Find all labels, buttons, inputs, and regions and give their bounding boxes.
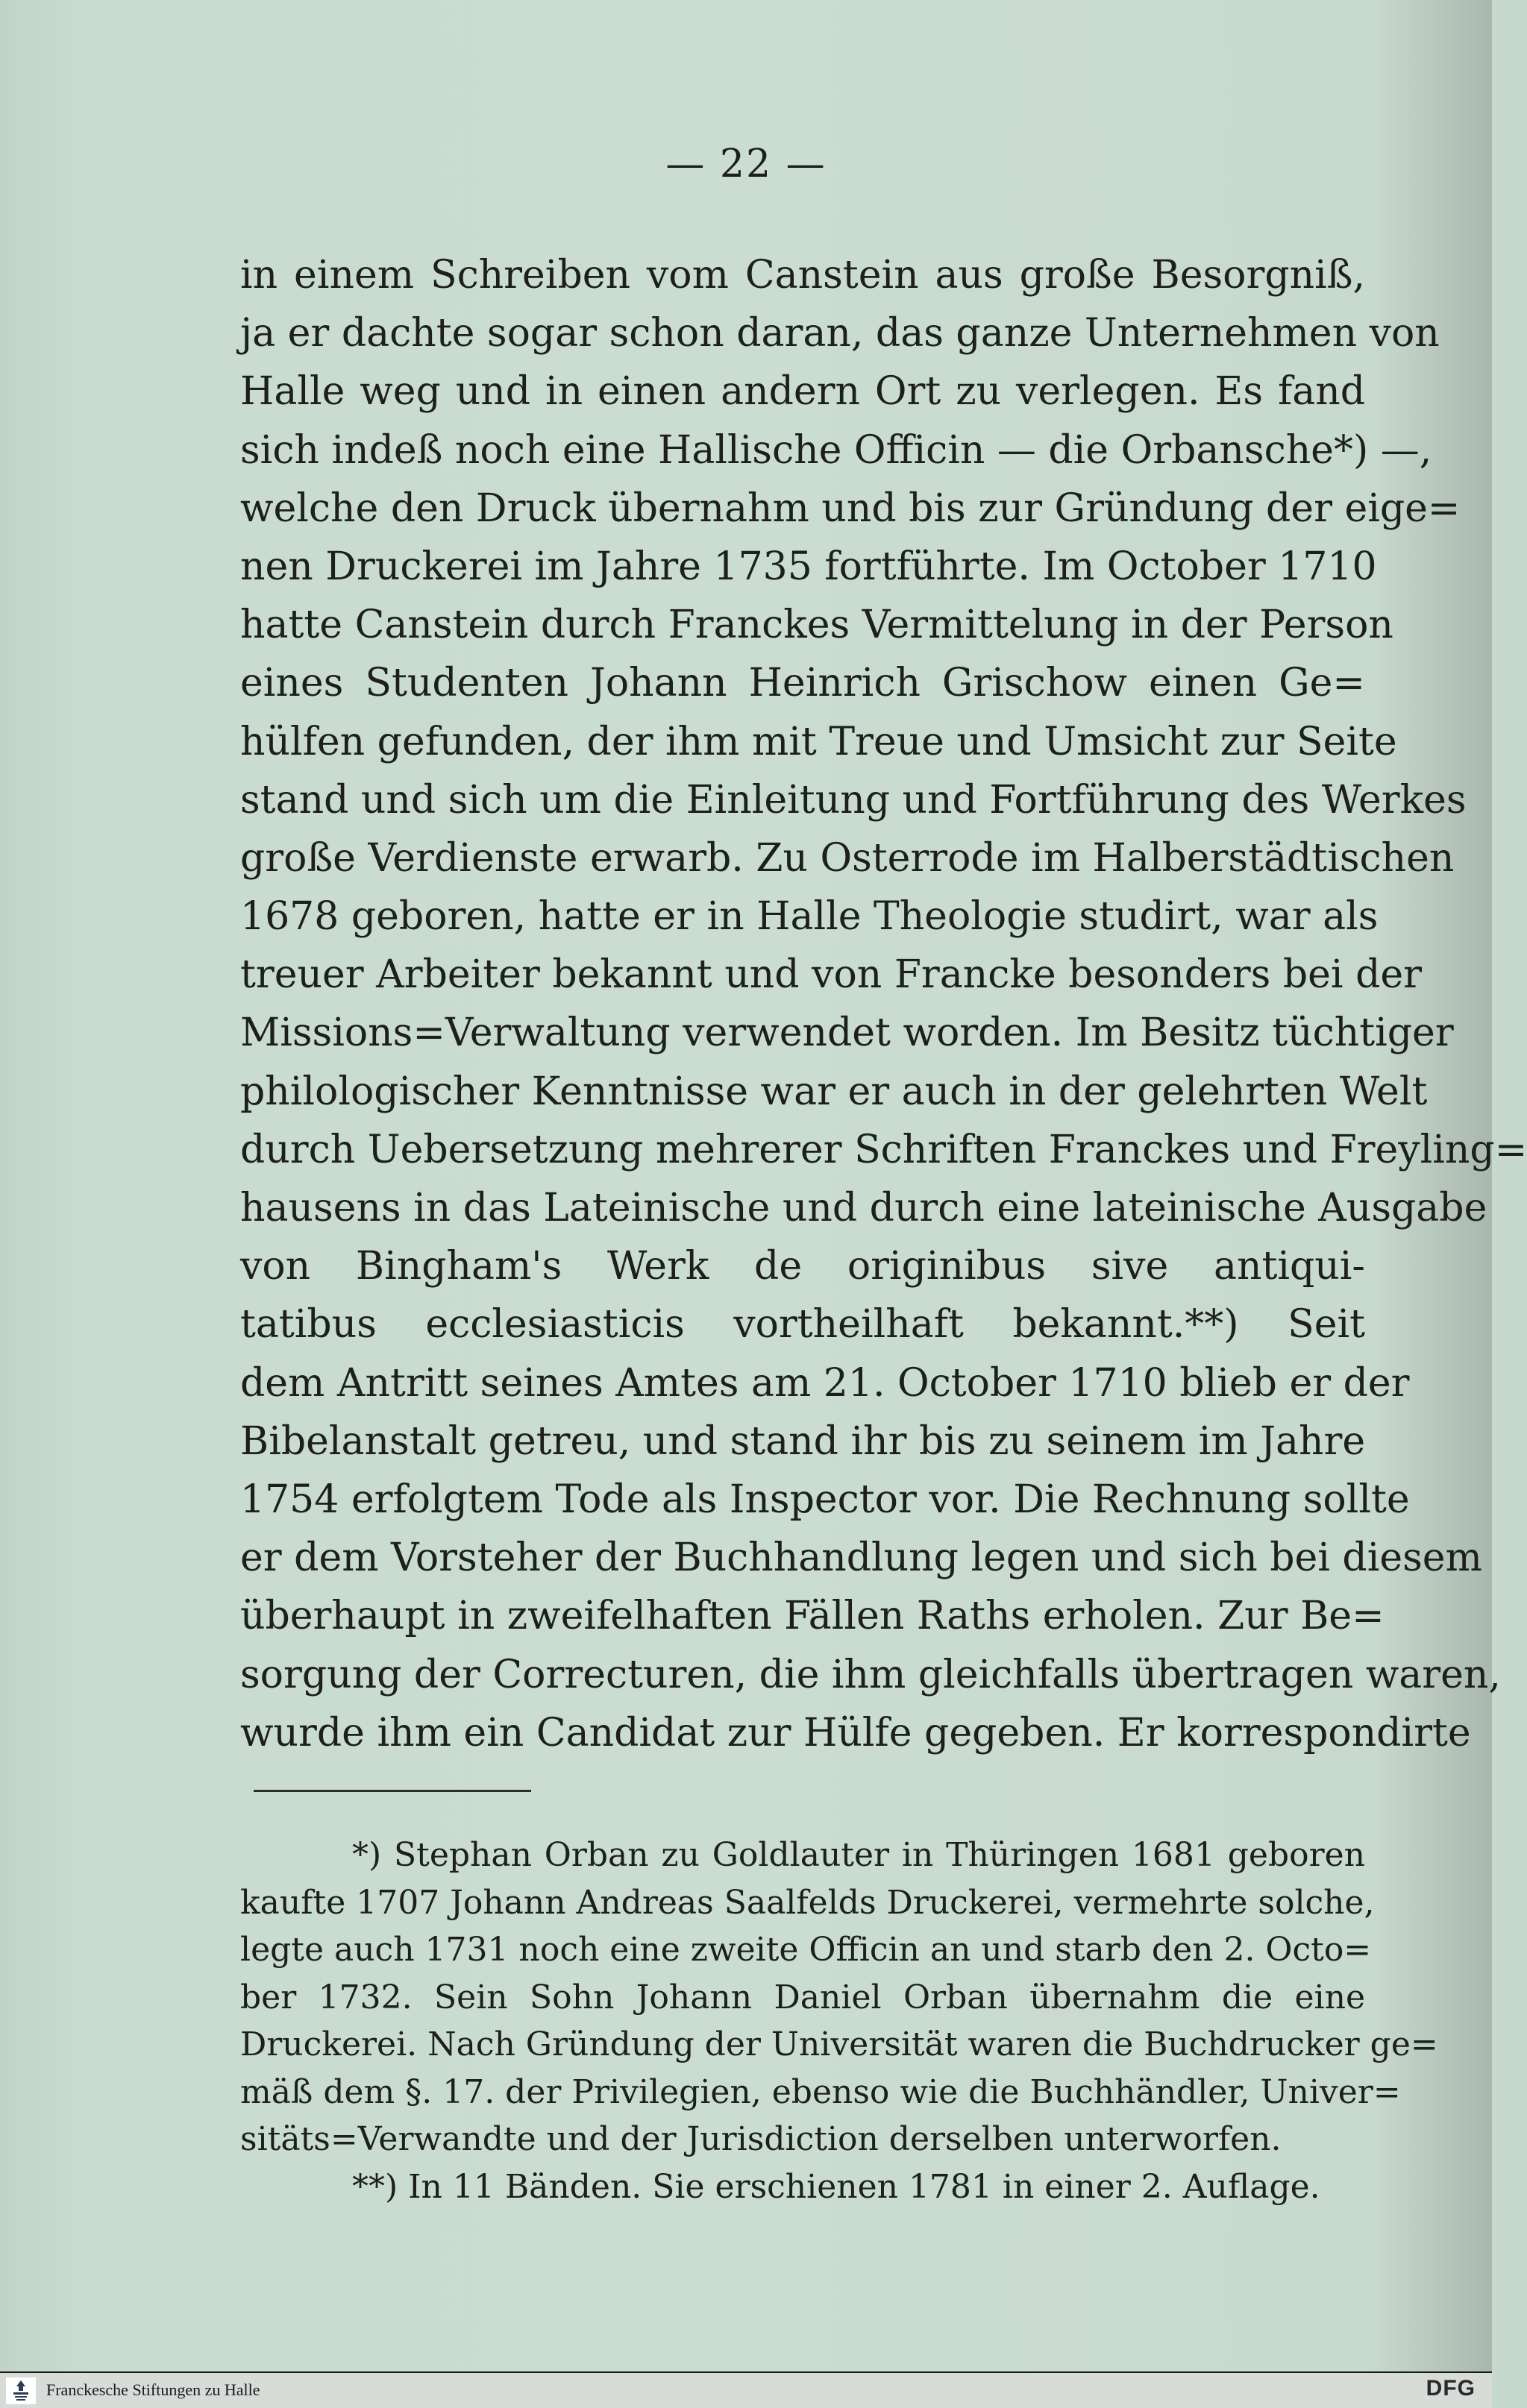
text-line: treuer Arbeiter bekannt und von Francke besonders bei der <box>240 952 1422 998</box>
text-line: tatibus ecclesiasticis vortheilhaft bekannt.**) Seit <box>240 1302 1365 1348</box>
footnote-line: sitäts=Verwandte und der Jurisdiction derselben unterworfen. <box>240 2120 1282 2158</box>
text-line: hülfen gefunden, der ihm mit Treue und Umsicht zur Seite <box>240 719 1397 764</box>
text-line: Halle weg und in einen andern Ort zu verlegen. Es fand <box>240 369 1365 415</box>
footnote-orban <box>240 1832 1438 2163</box>
footer-institution-label: Franckesche Stiftungen zu Halle <box>46 2380 260 2399</box>
text-line: stand und sich um die Einleitung und Fortführung des Werkes <box>240 777 1467 823</box>
footnote-divider <box>254 1790 531 1792</box>
footnote-volumes: **) In 11 Bänden. Sie erschienen 1781 in einer 2. Auflage. <box>352 2167 1320 2206</box>
page-number: — 22 — <box>665 142 827 186</box>
text-line: sich indeß noch eine Hallische Officin — die Orbansche*) —, <box>240 427 1432 473</box>
text-line: nen Druckerei im Jahre 1735 fortführte. Im October 1710 <box>240 544 1377 589</box>
text-line: hatte Canstein durch Franckes Vermittelung in der Person <box>240 603 1393 648</box>
text-line: er dem Vorsteher der Buchhandlung legen und sich bei diesem <box>240 1535 1482 1581</box>
footnote-line: mäß dem §. 17. der Privilegien, ebenso wie die Buchhändler, Univer= <box>240 2072 1401 2111</box>
text-line: dem Antritt seines Amtes am 21. October 1710 blieb er der <box>240 1360 1410 1406</box>
footnotes <box>240 1832 1438 2210</box>
footnote-line: legte auch 1731 noch eine zweite Officin an und starb den 2. Octo= <box>240 1931 1372 1969</box>
footnote-line: Druckerei. Nach Gründung der Universität waren die Buchdrucker ge= <box>240 2025 1438 2063</box>
text-line: große Verdienste erwarb. Zu Osterrode im Halberstädtischen <box>240 835 1455 881</box>
text-line: 1678 geboren, hatte er in Halle Theologie studirt, war als <box>240 894 1379 940</box>
text-line: wurde ihm ein Candidat zur Hülfe gegeben. Er korrespondirte <box>240 1710 1471 1755</box>
text-line: ja er dachte sogar schon daran, das ganze Unternehmen von <box>240 311 1440 356</box>
text-line: durch Uebersetzung mehrerer Schriften Franckes und Freyling= <box>240 1127 1527 1172</box>
text-line: hausens in das Lateinische und durch eine lateinische Ausgabe <box>240 1186 1487 1230</box>
footnote-line: kaufte 1707 Johann Andreas Saalfelds Druckerei, vermehrte solche, <box>240 1883 1375 1922</box>
text-line: welche den Druck übernahm und bis zur Gründung der eige= <box>240 485 1461 531</box>
text-line: eines Studenten Johann Heinrich Grischow einen Ge= <box>240 661 1365 706</box>
body-text <box>240 246 1527 1762</box>
text-line: überhaupt in zweifelhaften Fällen Raths erholen. Zur Be= <box>240 1594 1385 1639</box>
text-line: sorgung der Correcturen, die ihm gleichfalls übertragen waren, <box>240 1652 1501 1697</box>
text-line: philologischer Kenntnisse war er auch in der gelehrten Welt <box>240 1069 1428 1114</box>
footer-dfg-label: DFG <box>1426 2376 1476 2401</box>
text-line: Bibelanstalt getreu, und stand ihr bis zu seinem im Jahre <box>240 1418 1366 1464</box>
footnote-line: ber 1732. Sein Sohn Johann Daniel Orban übernahm die eine <box>240 1978 1365 2016</box>
text-line: 1754 erfolgtem Tode als Inspector vor. Die Rechnung sollte <box>240 1477 1410 1522</box>
franckesche-stiftungen-logo-icon <box>6 2377 36 2404</box>
text-line: von Bingham's Werk de originibus sive antiqui- <box>240 1244 1365 1289</box>
text-line: in einem Schreiben vom Canstein aus große Besorgniß, <box>240 253 1365 298</box>
viewer-footer <box>0 2371 1492 2408</box>
footnote-line: *) Stephan Orban zu Goldlauter in Thüringen 1681 geboren <box>352 1836 1365 1874</box>
text-line: Missions=Verwaltung verwendet worden. Im Besitz tüchtiger <box>240 1010 1454 1056</box>
